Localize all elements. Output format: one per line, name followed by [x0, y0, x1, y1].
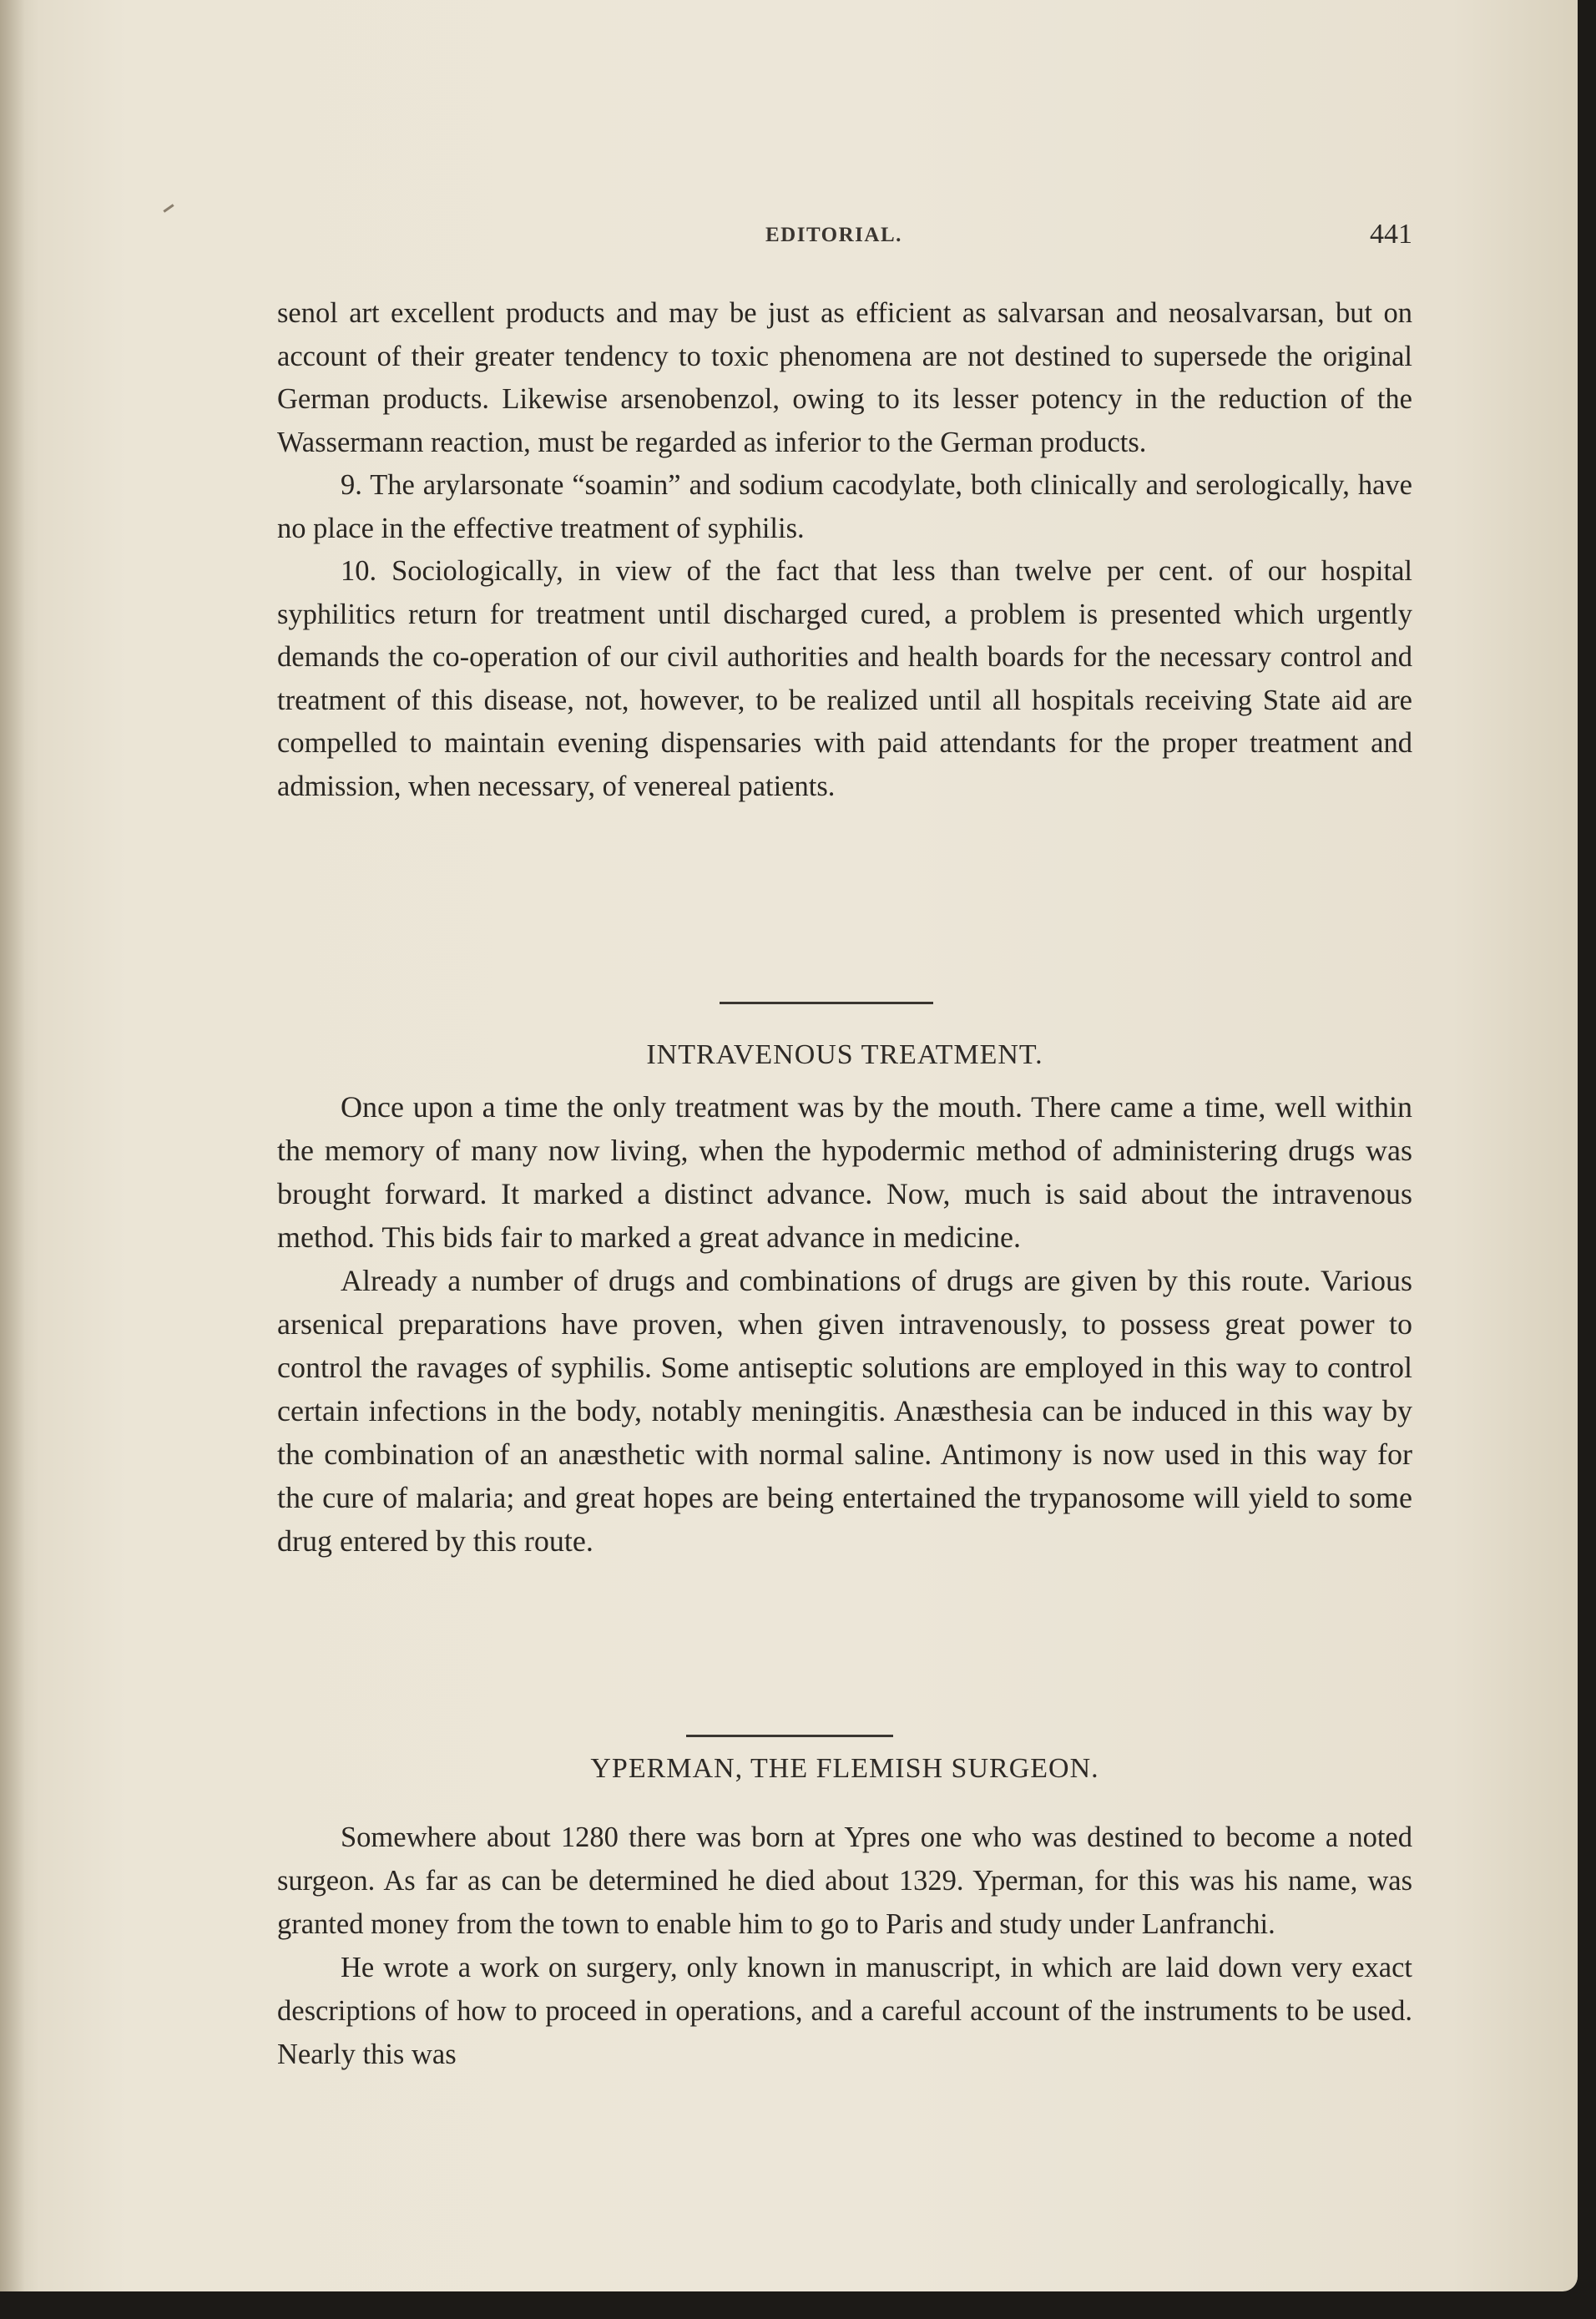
paragraph: Somewhere about 1280 there was born at Ypres one who was destined to become a noted surgeon. As far as can be determined he died about 1329. Yperman, for this was his name, was granted money from the town to enable him to go to Paris and study under Lanfranchi. [277, 1821, 1412, 1940]
section-title: INTRAVENOUS TREATMENT. [646, 1039, 1043, 1070]
paragraph: senol art excellent products and may be just as efficient as salvarsan and neosalvarsan, but on account of their greater tendency to toxic phenomena are not destined to supersede the original German products. Likewise arsenobenzol, owing to its lesser potency in the reduction of the Wassermann reaction, must be regarded as inferior to the German products. [277, 297, 1412, 458]
paragraph: Already a number of drugs and combinations of drugs are given by this route. Various arsenical preparations have proven, when given intravenously, to possess great power to control the ravages of syphilis. Some antiseptic solutions are employed in this way to control certain infections in the body, notably meningitis. Anæsthesia can be induced in this way by the combination of an anæsthetic with normal saline. Antimony is now used in this way for the cure of malaria; and great hopes are being entertained the trypanosome will yield to some drug entered by this route. [277, 1264, 1412, 1558]
paragraph: 10. Sociologically, in view of the fact that less than twelve per cent. of our hospital syphilitics return for treatment until discharged cured, a problem is presented which urgently demands the co-operation of our civil authorities and health boards for the necessary control and treatment of this disease, not, however, to be realized until all hospitals receiving State aid are compelled to maintain evening dispensaries with paid attendants for the proper treatment and admission, when necessary, of venereal patients. [277, 555, 1412, 802]
paragraph: He wrote a work on surgery, only known in manuscript, in which are laid down very exact descriptions of how to proceed in operations, and a careful account of the instruments to be used. Nearly this was [277, 1952, 1412, 2070]
section-intravenous-treatment [277, 1085, 1412, 1563]
page-number: 441 [1370, 219, 1412, 250]
section-conclusions [277, 292, 1412, 808]
paragraph: 9. The arylarsonate “soamin” and sodium cacodylate, both clinically and serologically, have no place in the effective treatment of syphilis. [277, 469, 1412, 544]
page-blemish [163, 204, 174, 212]
section-divider [686, 1735, 893, 1737]
section-title: YPERMAN, THE FLEMISH SURGEON. [590, 1753, 1099, 1784]
paragraph: Once upon a time the only treatment was by the mouth. There came a time, well within the memory of many now living, when the hypodermic method of administering drugs was brought forward. It marked a distinct advance. Now, much is said about the intravenous method. This bids fair to marked a great advance in medicine. [277, 1090, 1412, 1254]
section-divider [720, 1002, 933, 1004]
page-header [277, 219, 1412, 257]
running-head: EDITORIAL. [765, 224, 902, 246]
section-yperman [277, 1816, 1412, 2076]
